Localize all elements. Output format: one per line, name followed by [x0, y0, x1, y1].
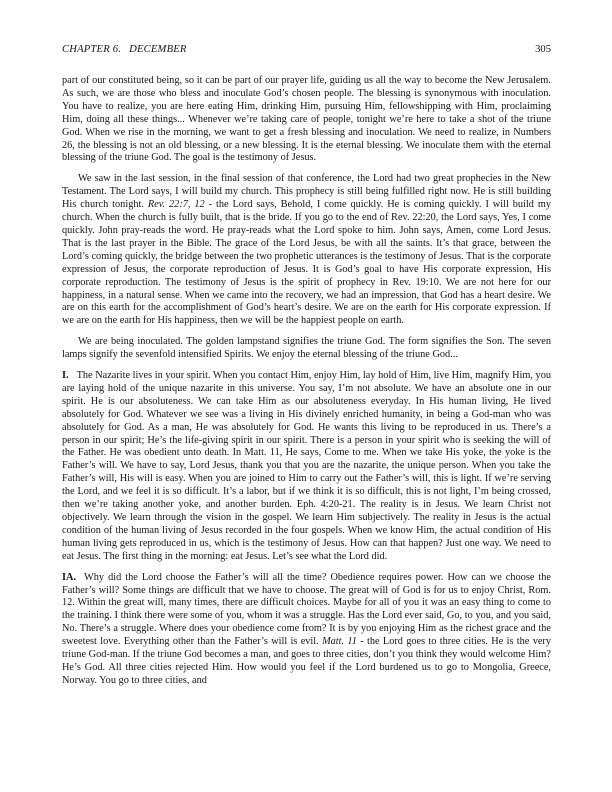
text-run: Why did the Lord choose the Father’s will all the time? Obedience requires power. How can we choose the Father’s will? Some things are difficult that we have to choose. The great will of God is for us to enjoy Christ, Rom. 12. Within the great will, many times, there are difficult choices. Maybe for all of you it was an easy thing to come to the training. I think there were some of you, whom it was a struggle. Has the Lord ever said, Go, to you, and you said, No. There’s a struggle. Where does your obedience come from? It is by you enjoying Him as the richest grace and the sweetest love. Everything other than the Father’s will is evil.	[62, 571, 551, 648]
paragraph	[62, 336, 551, 362]
text-run: - the Lord goes to three cities. He is the very triune God-man. If the triune God becomes a man, and goes to three cities, don’t you think they would welcome Him? He’s God. All three cities rejected Him. How would you feel if the Lord burdened us to go to Mongolia, Greece, Norway. You go to three cities, and	[62, 636, 551, 686]
header-section-title: DECEMBER	[129, 44, 187, 55]
text-run: - the Lord says, Behold, I come quickly. He is coming quickly. I will build my church. When the church is fully built, that is the bride. If you go to the end of Rev. 22:20, the Lord says, Yes, I come quickly. John pray-reads the word. He pray-reads what the Lord spoke to him. John says, Amen, come Lord Jesus. That is the last prayer in the Bible. The grace of the Lord Jesus, be with all the saints. It’s that grace, between the Lord’s coming quickly, the bridge between the two prophetic utterances is the testimony of Jesus. That is the corporate expression of Jesus, the corporate reproduction of Jesus. It is God’s goal to have His corporate expression, His corporate reproduction. The testimony of Jesus is the spirit of prophecy in Rev. 19:10. We are not here for our happiness, in a natural sense. When we came into the recovery, we had an impression, that God has a heart desire. We are on this earth for the accomplishment of God’s heart’s desire. We are on the earth for His corporate expression. If we are on the earth for His happiness, then we will be the happiest people on earth.	[62, 199, 552, 327]
running-header	[62, 44, 551, 55]
header-chapter-label: CHAPTER 6.	[62, 44, 122, 55]
paragraph	[62, 572, 551, 688]
header-chapter-title	[62, 44, 187, 55]
paragraph	[62, 370, 551, 564]
paragraph-label: IA.	[62, 571, 77, 583]
scripture-reference: Rev. 22:7, 12	[147, 199, 205, 211]
text-run: part of our constituted being, so it can be part of our prayer life, guiding us all the way to become the New Jerusalem. As such, we are those who bless and inoculate God’s chosen people. The blessing is synonymous with inoculation. You have to realize, you are here eating Him, drinking Him, pursuing Him, fellowshipping with Him, proclaiming Him, doing all these things... Whenever we’re taking care of people, tonight we’re here to take a shot of the triune God. When we rise in the morning, we want to get a fresh blessing and inoculation. We need to realize, in Numbers 26, the blessing is not an old blessing, or a new blessing. It is the eternal blessing. We inoculate them with the eternal blessing of the triune God. The goal is the testimony of Jesus.	[62, 75, 551, 164]
text-run: The Nazarite lives in your spirit. When you contact Him, enjoy Him, lay hold of Him, live Him, magnify Him, you are laying hold of the unique nazarite in this universe. You say, I’m not absolute. We have an absolute one in our spirit. He is our absoluteness. We can take Him as our absoluteness everyday. In His human living, He lived absolutely for God. Whatever we see was a living in His divinely enriched humanity, in being a God-man who was absolutely for God. As a man, He was absolutely for God. He wants this living to be reproduced in us. There’s a person in our spirit; He’s the life-giving spirit in our spirit. There is a person in your spirit who is seeking the will of the Father. He was obedient unto death. In Matt. 11, He says, Come to me. When we take His yoke, the yoke is the Father’s will. We have to say, Lord Jesus, thank you that you are the nazarite, the unique person. When you take the Father’s will, His will is easy. When you are joined to Him to carry out the Father’s will, this is light. If we’re serving the Lord, and we feel it is so difficult. It’s a labor, but if we think it is so difficult, this is not light, I’m being crossed, then we’re taking another yoke, and another burden. Eph. 4:20-21. The reality is in Jesus. We learn Christ not objectively. We learn through the vision in the gospel. We learn Him subjectively. The reality in Jesus is the actual condition of the human living of Jesus recorded in the four gospels. When we know Him, the actual condition of His human living gets reproduced in us, which is the testimony of Jesus. How can that happen? Just one way. We need to eat Jesus. The first thing in the morning: eat Jesus. Let’s see what the Lord did.	[62, 370, 551, 562]
paragraph-label: I.	[62, 370, 69, 382]
text-run: We saw in the last session, in the final session of that conference, the Lord had two great prophecies in the New Testament. The Lord says, I will build my church. This prophecy is still being fulfilled right now. He is still building His church tonight.	[62, 173, 551, 211]
paragraph	[62, 75, 551, 165]
paragraph	[62, 173, 551, 328]
header-page-number: 305	[535, 44, 551, 55]
text-run: We are being inoculated. The golden lampstand signifies the triune God. The form signifies the Son. The seven lamps signify the sevenfold intensified Spirits. We enjoy the eternal blessing of the triune God...	[62, 336, 551, 361]
scripture-reference: Matt. 11	[322, 636, 357, 648]
document-body	[62, 75, 551, 688]
